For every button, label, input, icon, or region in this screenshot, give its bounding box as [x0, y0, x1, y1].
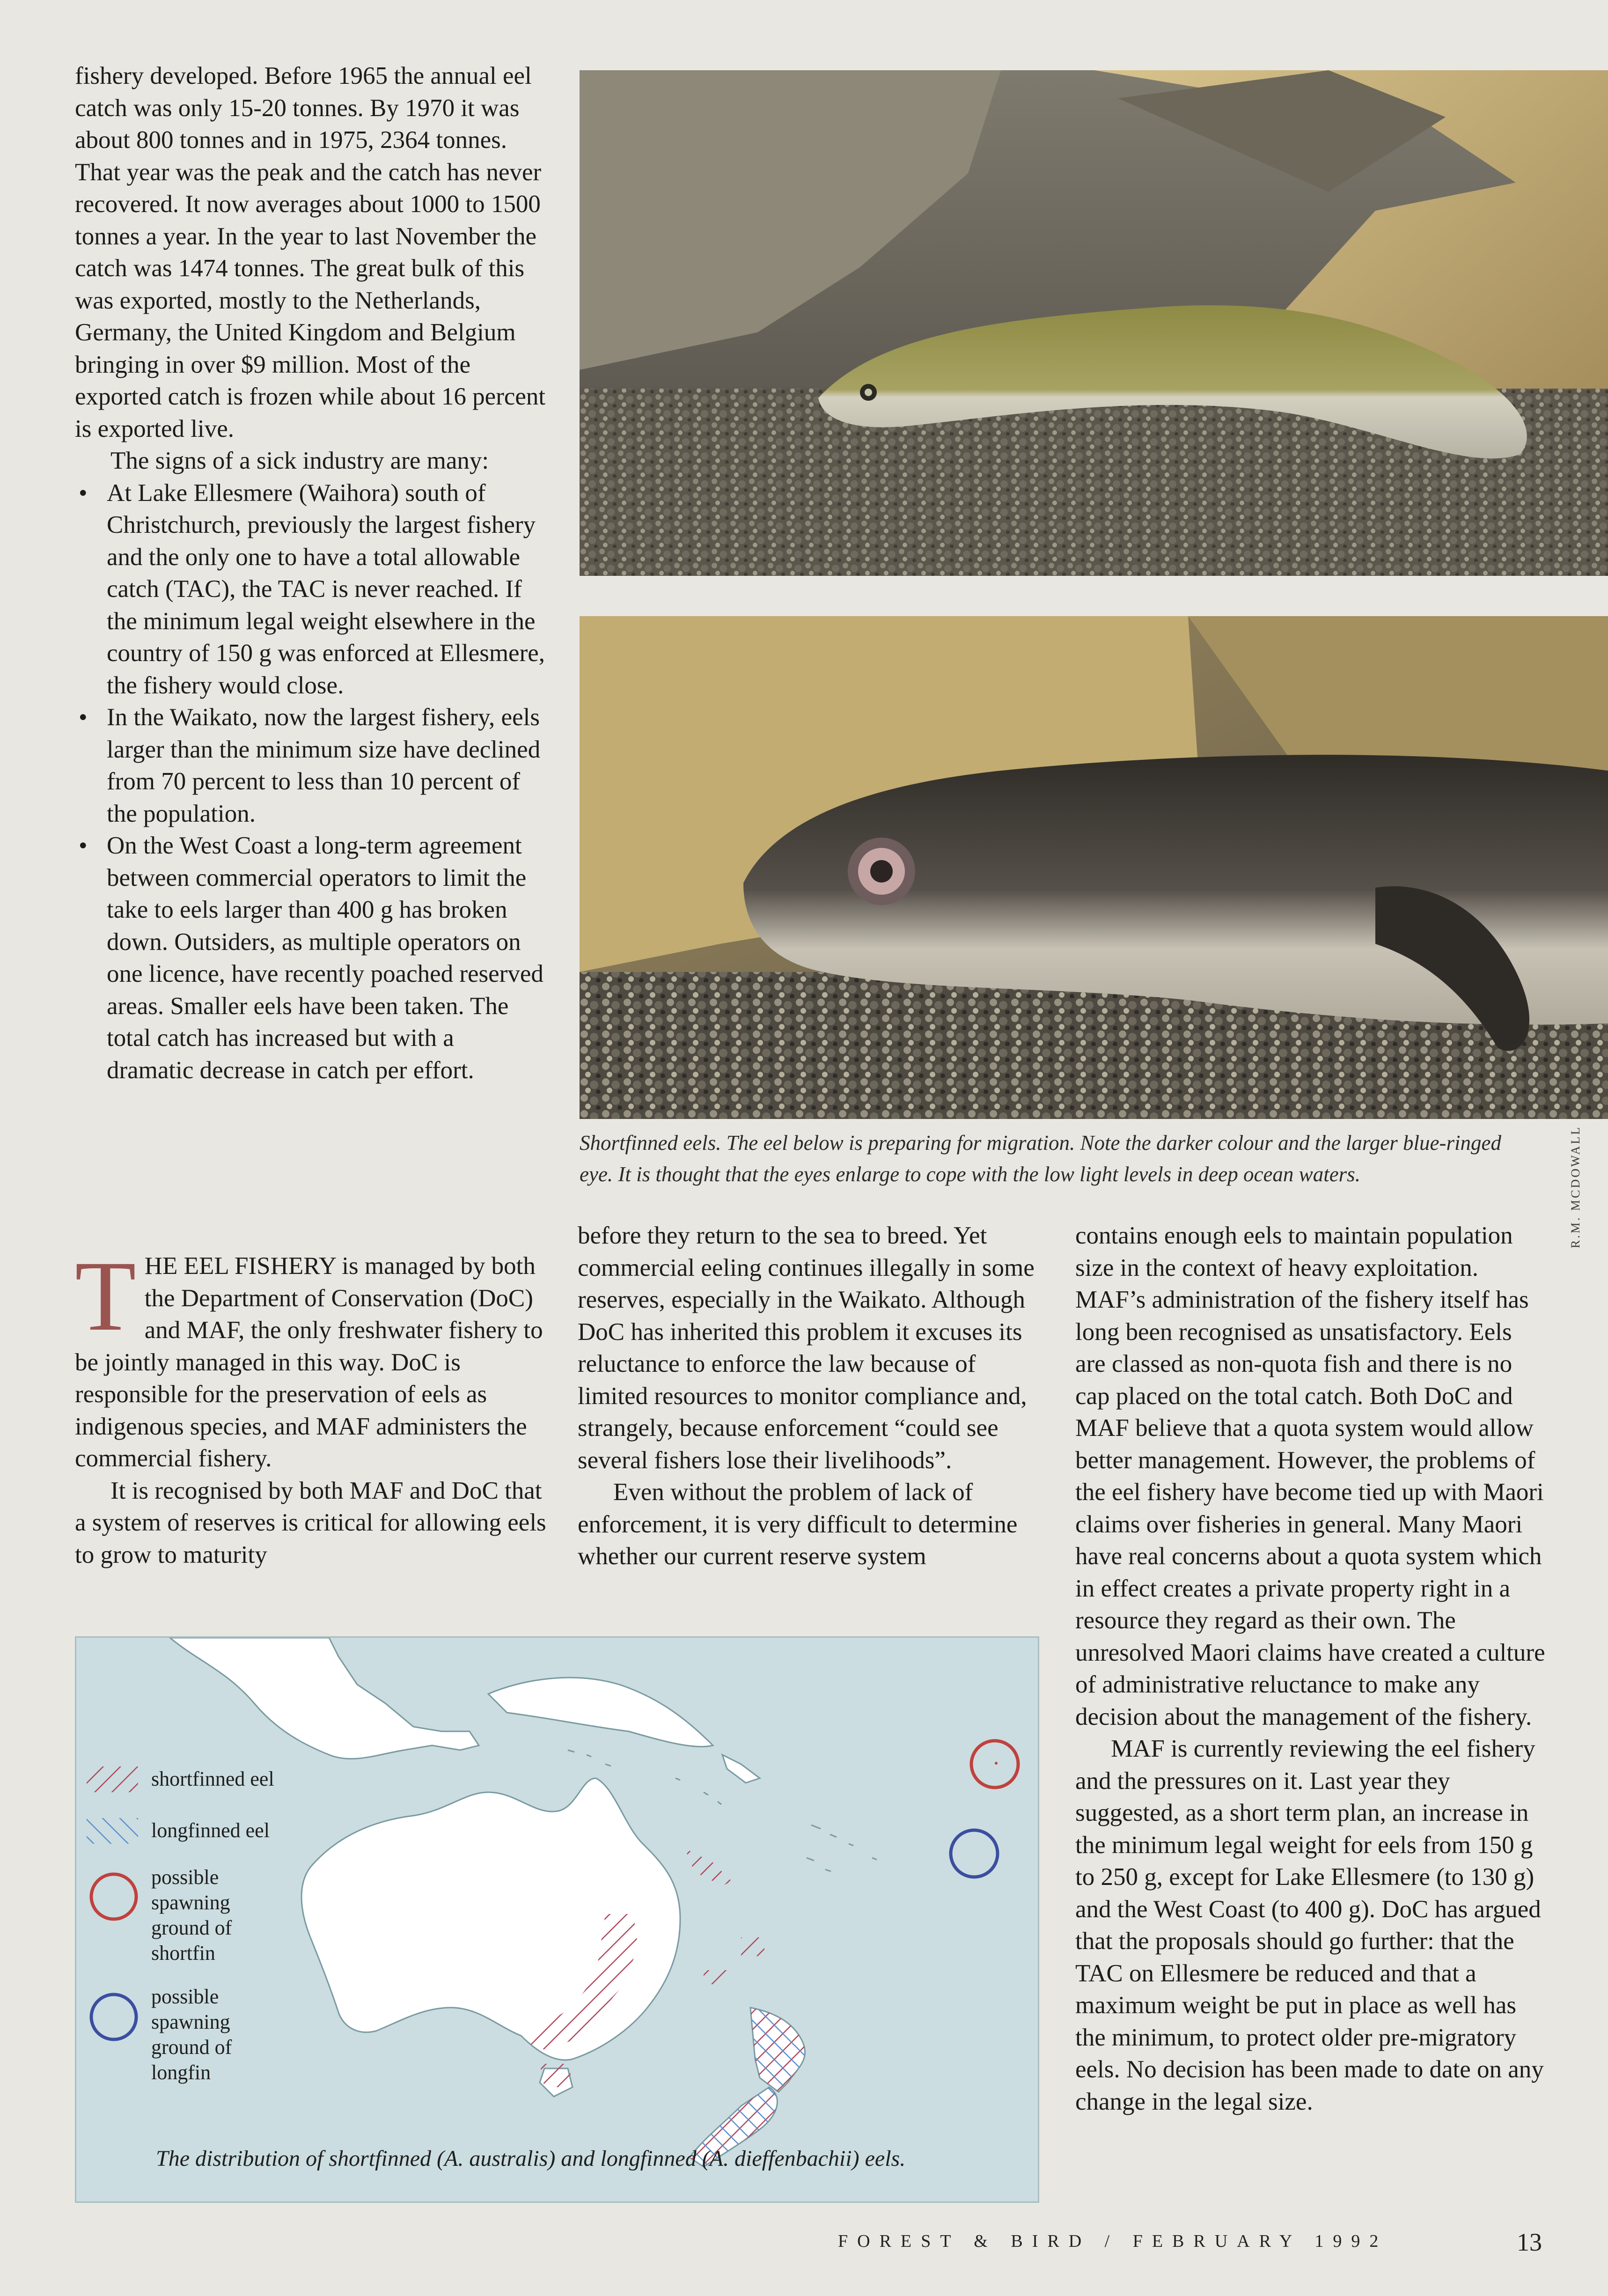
photo-eel-top	[580, 70, 1608, 576]
list-item: • In the Waikato, now the largest fishery, eels larger than the minimum size have declined from 70 percent to less than 10 percent of the population.	[75, 701, 547, 830]
legend-swatch-longfin	[87, 1818, 138, 1844]
legend-label-spawn-longfin: possible spawning ground of longfin	[151, 1985, 232, 2084]
photo-caption: Shortfinned eels. The eel below is preparing for migration. Note the darker colour and the larger blue-ringed eye. It is thought that the eyes enlarge to cope with the low light levels in deep ocean waters.	[580, 1131, 1501, 1186]
signs-heading: The signs of a sick industry are many:	[110, 447, 489, 474]
eel-photo-2-illustration	[580, 616, 1608, 1119]
list-item: • At Lake Ellesmere (Waihora) south of Christchurch, previously the largest fishery and the only one to have a total allowable catch (TAC), the TAC is never reached. If the minimum legal weight elsewhere in the country of 150 g was enforced at Ellesmere, the fishery would close.	[75, 477, 547, 702]
section-paragraph-1	[75, 1241, 547, 1475]
section-text: HE EEL FISHERY is managed by both the Department of Conservation (DoC) and MAF, the only freshwater fishery to be jointly managed in this way. DoC is responsible for the preservation of eels as indigenous species, and MAF administers the commercial fishery.	[75, 1252, 543, 1472]
column-3-paragraph-1: contains enough eels to maintain population size in the context of heavy exploitation. MAF’s administration of the fishery itself has long been recognised as unsatisfactory. Eels are classed as non-quota fish and there is no cap placed on the total catch. Both DoC and MAF believe that a quota system would allow better management. However, the problems of the eel fishery have become tied up with Maori claims over fisheries in general. Many Maori have real concerns about a quota system which in effect creates a private property right in a resource they regard as their own. The unresolved Maori claims have created a culture of administrative reluctance to make any decision about the management of the fishery.	[1075, 1222, 1545, 1730]
column-3	[1075, 1220, 1548, 2118]
eel-photo-1-illustration	[580, 70, 1608, 576]
page-number: 13	[1517, 2228, 1542, 2256]
spawning-ring-longfin-map	[951, 1830, 998, 1877]
spawning-ring-shortfin-map	[971, 1741, 1018, 1788]
drop-cap: T	[75, 1241, 136, 1352]
distribution-map	[75, 1636, 1039, 2203]
photo-credit-text: R.M. MCDOWALL	[1569, 1125, 1582, 1249]
legend-ring-longfin	[91, 1994, 136, 2039]
photo-credit	[1562, 1126, 1590, 1262]
legend-label-shortfin: shortfinned eel	[151, 1767, 274, 1790]
column-2-paragraph-1: before they return to the sea to breed. Yet commercial eeling continues illegally in some reserves, especially in the Waikato. Although DoC has inherited this problem it excuses its reluctance to enforce the law because of limited resources to monitor compliance and, strangely, because enforcement “could see several fishers lose their livelihoods”.	[578, 1222, 1035, 1474]
column-2	[578, 1220, 1048, 1573]
section-paragraph-2: It is recognised by both MAF and DoC that a system of reserves is critical for allowing eels to grow to maturity	[75, 1477, 546, 1568]
column-1-section	[75, 1241, 547, 1571]
running-footer: FOREST & BIRD / FEBRUARY 1992	[838, 2231, 1388, 2251]
list-item: • On the West Coast a long-term agreement between commercial operators to limit the take to eels larger than 400 g has broken down. Outsiders, as multiple operators on one licence, have recently poached reserved areas. Smaller eels have been taken. The total catch has increased but with a dramatic decrease in catch per effort.	[75, 830, 547, 1086]
legend-label-longfin: longfinned eel	[151, 1819, 270, 1842]
intro-paragraph: fishery developed. Before 1965 the annual eel catch was only 15-20 tonnes. By 1970 it was about 800 tonnes and in 1975, 2364 tonnes. That year was the peak and the catch has never recovered. It now averages about 1000 to 1500 tonnes a year. In the year to last November the catch was 1474 tonnes. The great bulk of this was exported, mostly to the Netherlands, Germany, the United Kingdom and Belgium bringing in over $9 million. Most of the exported catch is frozen while about 16 percent is exported live.	[75, 62, 546, 442]
legend-label-spawn-shortfin: possible spawning ground of shortfin	[151, 1866, 232, 1965]
column-3-paragraph-2: MAF is currently reviewing the eel fishery and the pressures on it. Last year they suggested, as a short term plan, an increase in the minimum legal weight for eels from 150 g to 250 g, except for Lake Ellesmere (to 130 g) and the West Coast (to 400 g). DoC has argued that the proposals should go further: that the TAC on Ellesmere be reduced and that a maximum weight be put in place as well has the minimum, to protect older pre-migratory eels. No decision has been made to date on any change in the legal size.	[1075, 1735, 1544, 2115]
map-caption: The distribution of shortfinned (A. australis) and longfinned (A. dieffenbachii) eels.	[156, 2146, 906, 2171]
legend-ring-shortfin	[91, 1874, 136, 1919]
column-1	[75, 60, 547, 1086]
column-2-paragraph-2: Even without the problem of lack of enforcement, it is very difficult to determine whether our current reserve system	[578, 1479, 1018, 1570]
photo-eel-bottom	[580, 616, 1608, 1119]
signs-list	[75, 477, 547, 1087]
legend-swatch-shortfin	[87, 1766, 138, 1792]
